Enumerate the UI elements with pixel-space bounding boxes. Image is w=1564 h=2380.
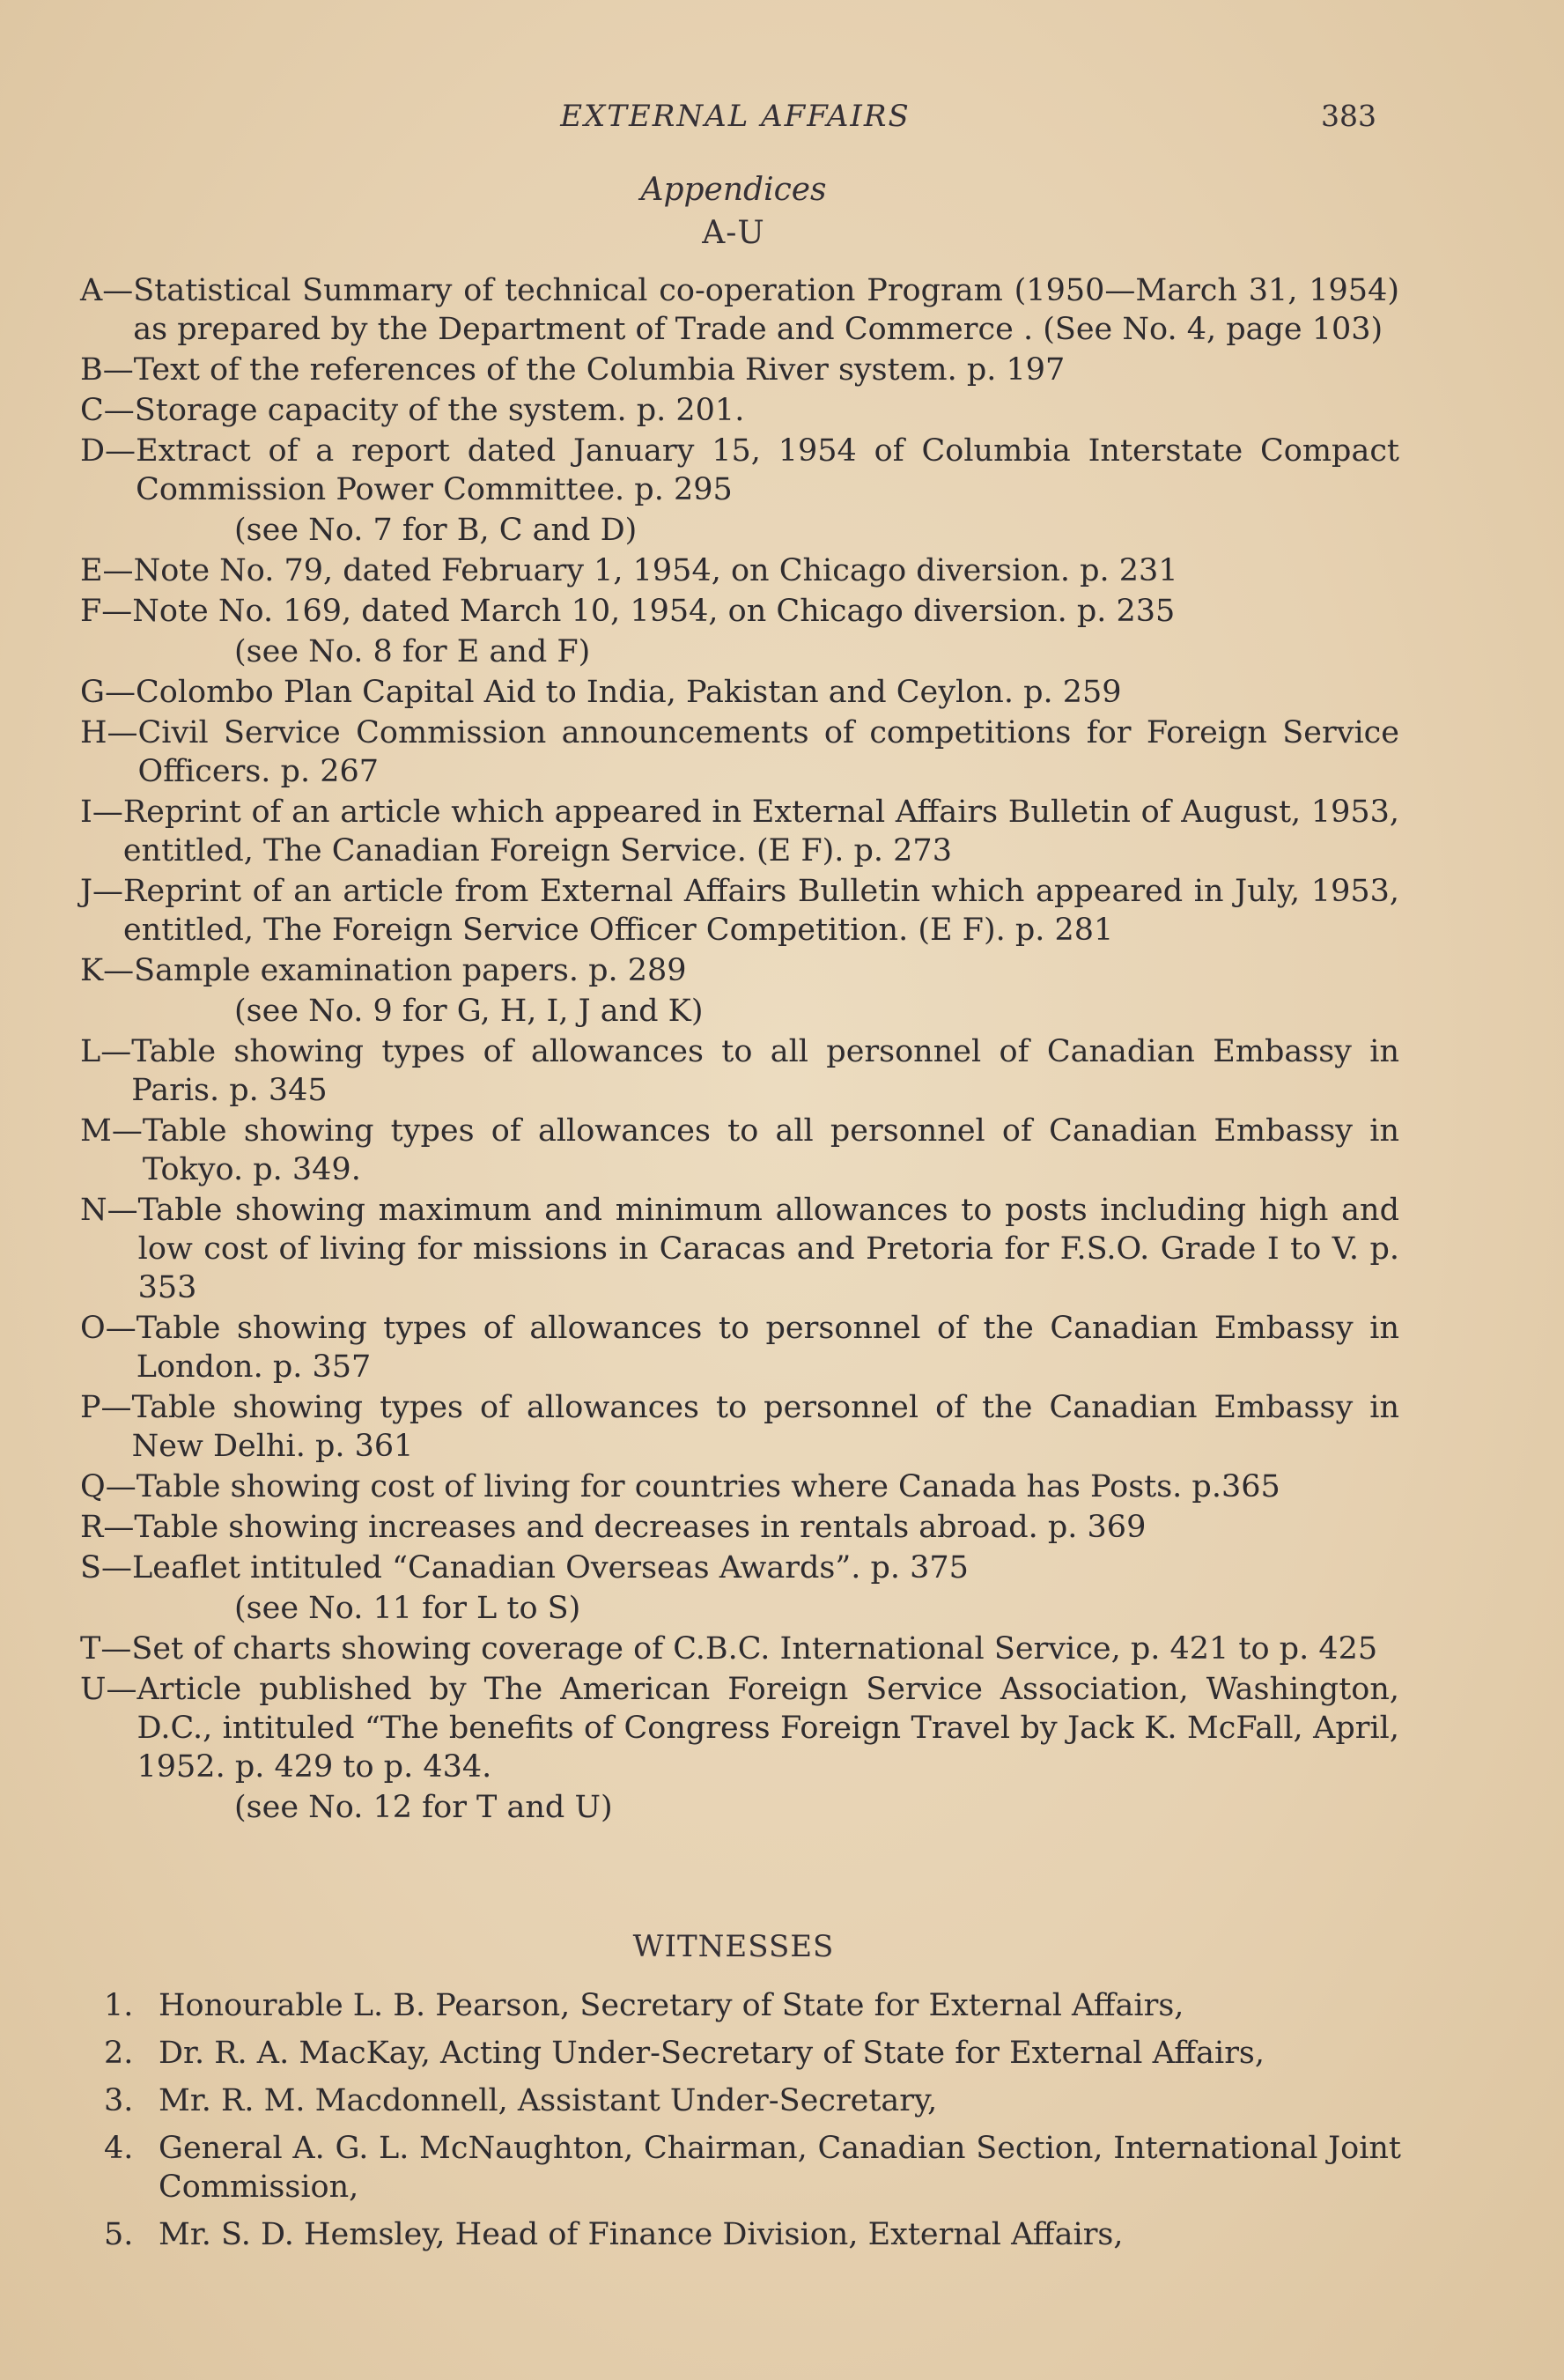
appendix-letter: G— [80, 675, 136, 710]
appendix-text: Table showing types of allowances to all personnel of Canadian Embassy in Tokyo. p. 349. [142, 1113, 1399, 1187]
appendix-text: Table showing types of allowances to personnel of the Canadian Embassy in New Delhi. p. 361 [131, 1390, 1399, 1464]
appendix-letter: E— [80, 553, 134, 588]
appendix-text: Table showing types of allowances to personnel of the Canadian Embassy in London. p. 357 [136, 1311, 1399, 1385]
appendix-letter: M— [80, 1113, 143, 1149]
appendix-text: Table showing increases and decreases in rentals abroad. p. 369 [134, 1510, 1147, 1545]
witness-number: 5. [104, 2217, 134, 2252]
appendix-note: (see No. 12 for T and U) [234, 1790, 613, 1825]
appendix-text: Note No. 79, dated February 1, 1954, on Chicago diversion. p. 231 [133, 553, 1178, 588]
appendix-letter: K— [80, 953, 135, 988]
appendices-heading: Appendices [640, 172, 827, 208]
appendix-letter: C— [80, 393, 135, 428]
witness-number: 1. [104, 1988, 134, 2023]
appendix-text: Reprint of an article which appeared in External Affairs Bulletin of August, 1953, entitled, The Canadian Foreign Service. (E F). p. 273 [122, 795, 1399, 868]
appendix-text: Set of charts showing coverage of C.B.C. International Service, p. 421 to p. 425 [131, 1631, 1378, 1667]
witness-text: Honourable L. B. Pearson, Secretary of State for External Affairs, [159, 1988, 1184, 2023]
appendix-text: Sample examination papers. p. 289 [134, 953, 687, 988]
appendix-letter: J— [80, 874, 124, 909]
appendix-text: Table showing types of allowances to all personnel of Canadian Embassy in Paris. p. 345 [131, 1034, 1399, 1108]
appendix-text: Statistical Summary of technical co-operation Program (1950—March 31, 1954) as prepared by the Department of Trade and Commerce . (See No. 4, page 103) [133, 273, 1399, 347]
appendix-letter: D— [80, 433, 136, 469]
appendix-item-e [80, 551, 1399, 590]
witness-number: 3. [104, 2083, 134, 2118]
appendix-text: Civil Service Commission announcements of competitions for Foreign Service Officers. p. 267 [137, 715, 1399, 789]
appendix-letter: U— [80, 1672, 137, 1707]
witness-item [104, 2034, 1401, 2073]
witness-number: 2. [104, 2036, 134, 2071]
appendix-text: Leaflet intituled “Canadian Overseas Awards”. p. 375 [131, 1550, 969, 1585]
appendix-text: Article published by The American Foreign Service Association, Washington, D.C., intituled “The benefits of Congress Foreign Travel by Jack K. McFall, April, 1952. p. 429 to p. 434. [136, 1672, 1399, 1785]
witness-number: 4. [104, 2131, 134, 2166]
appendix-item-r [80, 1508, 1399, 1547]
appendix-item-h [80, 713, 1399, 791]
witness-item [104, 1986, 1401, 2025]
appendix-letter: S— [80, 1550, 132, 1585]
appendices-range: A-U [702, 215, 765, 251]
appendix-letter: R— [80, 1510, 135, 1545]
appendix-item-s [80, 1548, 1399, 1587]
appendix-text: Table showing maximum and minimum allowances to posts including high and low cost of living for missions in Caracas and Pretoria for F.S.O. Grade I to V. p. 353 [137, 1193, 1399, 1305]
appendix-list [80, 271, 1399, 1829]
witness-list [104, 1986, 1401, 2263]
appendix-item-l [80, 1032, 1399, 1110]
appendix-letter: L— [80, 1034, 132, 1069]
appendix-letter: T— [80, 1631, 132, 1667]
appendix-item-m [80, 1112, 1399, 1189]
running-head [0, 99, 1564, 134]
appendix-note: (see No. 9 for G, H, I, J and K) [234, 994, 704, 1029]
appendix-note: (see No. 11 for L to S) [234, 1591, 581, 1626]
witnesses-heading: WITNESSES [632, 1929, 835, 1964]
witness-text: General A. G. L. McNaughton, Chairman, Canadian Section, International Joint Commission, [159, 2131, 1401, 2205]
appendix-item-g [80, 673, 1399, 712]
appendix-text: Text of the references of the Columbia River system. p. 197 [133, 352, 1066, 388]
witness-text: Mr. R. M. Macdonnell, Assistant Under-Secretary, [159, 2083, 938, 2118]
appendix-item-b [80, 351, 1399, 389]
appendix-item-i [80, 793, 1399, 870]
appendix-item-q [80, 1467, 1399, 1506]
appendix-item-p [80, 1388, 1399, 1466]
appendix-letter: H— [80, 715, 138, 750]
appendix-item-k [80, 951, 1399, 990]
appendix-letter: I— [80, 795, 123, 830]
appendix-item-u [80, 1670, 1399, 1786]
appendix-item-o [80, 1309, 1399, 1386]
appendix-item-j [80, 872, 1399, 950]
appendix-letter: F— [80, 594, 133, 629]
witness-item [104, 2129, 1401, 2206]
appendix-letter: P— [80, 1390, 132, 1425]
appendix-item-c [80, 391, 1399, 430]
page-number: 383 [1321, 99, 1376, 133]
appendix-text: Extract of a report dated January 15, 1954 of Columbia Interstate Compact Commission Power Committee. p. 295 [136, 433, 1399, 507]
appendix-item-a [80, 271, 1399, 349]
appendix-letter: Q— [80, 1469, 136, 1504]
witness-item [104, 2081, 1401, 2120]
witness-text: Dr. R. A. MacKay, Acting Under-Secretary of State for External Affairs, [159, 2036, 1265, 2071]
running-title: EXTERNAL AFFAIRS [560, 99, 911, 134]
appendix-item-t [80, 1630, 1399, 1668]
appendix-text: Storage capacity of the system. p. 201. [134, 393, 745, 428]
appendix-text: Colombo Plan Capital Aid to India, Pakistan and Ceylon. p. 259 [135, 675, 1122, 710]
appendix-note: (see No. 7 for B, C and D) [234, 513, 638, 548]
appendix-letter: B— [80, 352, 134, 388]
witness-text: Mr. S. D. Hemsley, Head of Finance Division, External Affairs, [159, 2217, 1124, 2252]
appendix-letter: O— [80, 1311, 136, 1346]
appendix-letter: N— [80, 1193, 138, 1228]
appendix-text: Reprint of an article from External Affairs Bulletin which appeared in July, 1953, entitled, The Foreign Service Officer Competition. (E F). p. 281 [123, 874, 1399, 948]
appendix-item-d [80, 432, 1399, 509]
appendix-text: Table showing cost of living for countries where Canada has Posts. p.365 [136, 1469, 1280, 1504]
appendix-letter: A— [80, 273, 134, 308]
appendix-item-n [80, 1191, 1399, 1307]
appendix-item-f [80, 592, 1399, 631]
appendix-text: Note No. 169, dated March 10, 1954, on Chicago diversion. p. 235 [132, 594, 1176, 629]
witness-item [104, 2215, 1401, 2254]
appendix-note: (see No. 8 for E and F) [234, 634, 591, 669]
